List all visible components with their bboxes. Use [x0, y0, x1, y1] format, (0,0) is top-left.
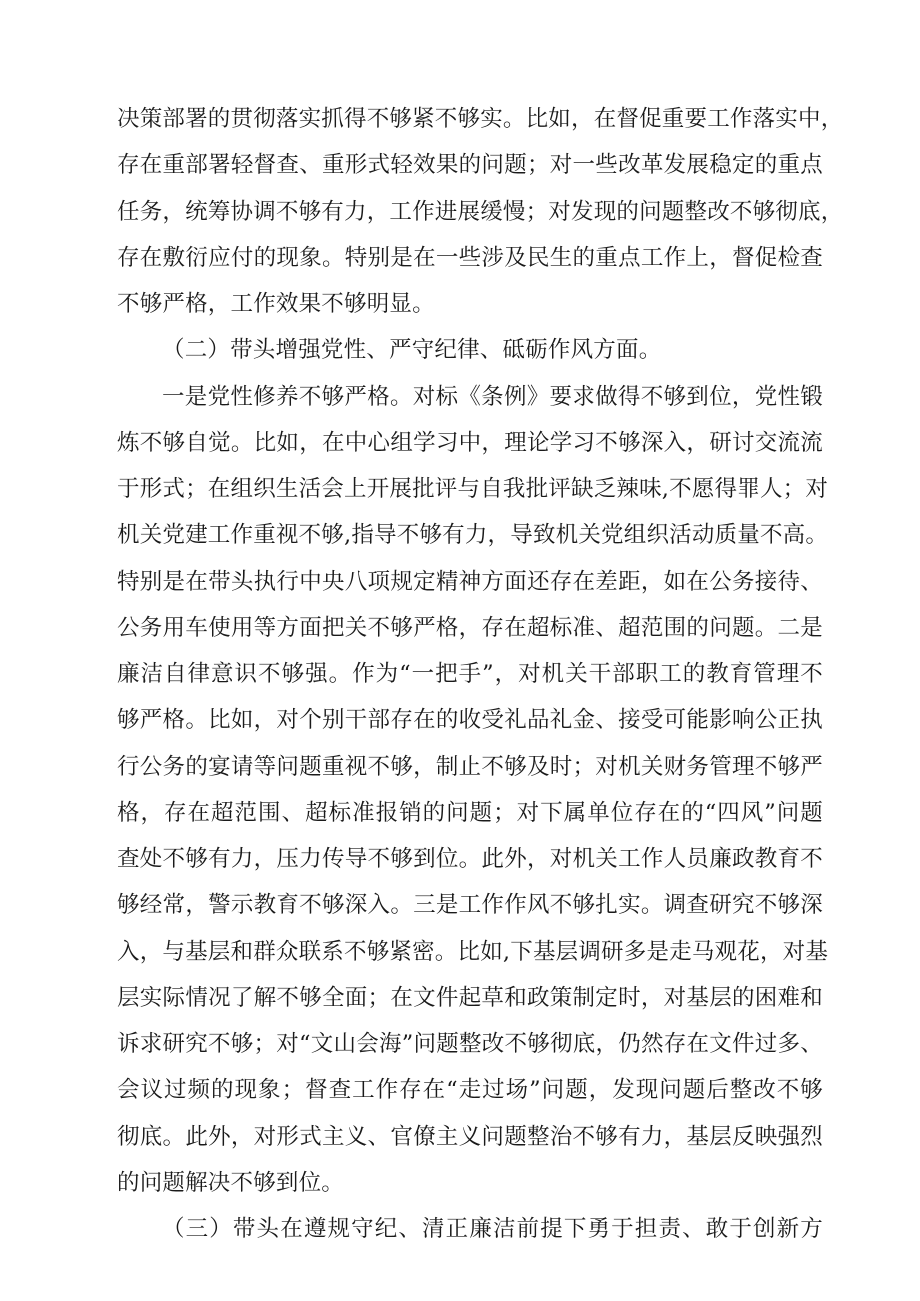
- text-line: 格，存在超范围、超标准报销的问题；对下属单位存在的“四风”问题: [117, 799, 823, 826]
- text-line: 诉求研究不够；对“文山会海”问题整改不够彻底，仍然存在文件过多、: [117, 1031, 823, 1057]
- text-line: 炼不够自觉。比如，在中心组学习中，理论学习不够深入，研讨交流流: [117, 429, 823, 456]
- section-heading: （三）带头在遵规守纪、清正廉洁前提下勇于担责、敢于创新方: [162, 1216, 823, 1242]
- text-line: 行公务的宴请等问题重视不够，制止不够及时；对机关财务管理不够严: [117, 753, 823, 780]
- text-line: 的问题解决不够到位。: [117, 1169, 345, 1196]
- text-line: 公务用车使用等方面把关不够严格，存在超标准、超范围的问题。二是: [117, 614, 823, 641]
- text-line: 于形式；在组织生活会上开展批评与自我批评缺乏辣味,不愿得罪人；对: [117, 476, 829, 502]
- text-line: 存在敷衍应付的现象。特别是在一些涉及民生的重点工作上，督促检查: [117, 244, 823, 271]
- text-line: 查处不够有力，压力传导不够到位。此外，对机关工作人员廉政教育不: [117, 846, 823, 872]
- text-line: 任务，统筹协调不够有力，工作进展缓慢；对发现的问题整改不够彻底，: [117, 198, 844, 225]
- text-line: 入，与基层和群众联系不够紧密。比如,下基层调研多是走马观花，对基: [117, 938, 829, 965]
- text-line: 机关党建工作重视不够,指导不够有力，导致机关党组织活动质量不高。: [117, 522, 829, 549]
- text-line: 特别是在带头执行中央八项规定精神方面还存在差距，如在公务接待、: [117, 568, 823, 595]
- section-heading: （二）带头增强党性、严守纪律、砥砺作风方面。: [162, 337, 662, 364]
- text-line: 廉洁自律意识不够强。作为“一把手”，对机关干部职工的教育管理不: [117, 661, 823, 687]
- text-line: 层实际情况了解不够全面；在文件起草和政策制定时，对基层的困难和: [117, 984, 823, 1011]
- text-line: 存在重部署轻督查、重形式轻效果的问题；对一些改革发展稳定的重点: [117, 152, 823, 179]
- text-line: 会议过频的现象；督查工作存在“走过场”问题，发现问题后整改不够: [117, 1077, 823, 1104]
- text-line: 够经常，警示教育不够深入。三是工作作风不够扎实。调查研究不够深: [117, 892, 823, 919]
- text-line: 一是党性修养不够严格。对标《条例》要求做得不够到位，党性锻: [162, 383, 823, 410]
- text-line: 够严格。比如，对个别干部存在的收受礼品礼金、接受可能影响公正执: [117, 707, 823, 734]
- text-line: 决策部署的贯彻落实抓得不够紧不够实。比如，在督促重要工作落实中，: [117, 106, 844, 132]
- text-line: 不够严格，工作效果不够明显。: [117, 291, 435, 317]
- document-body: [117, 96, 844, 1252]
- text-line: 彻底。此外，对形式主义、官僚主义问题整治不够有力，基层反映强烈: [117, 1123, 823, 1150]
